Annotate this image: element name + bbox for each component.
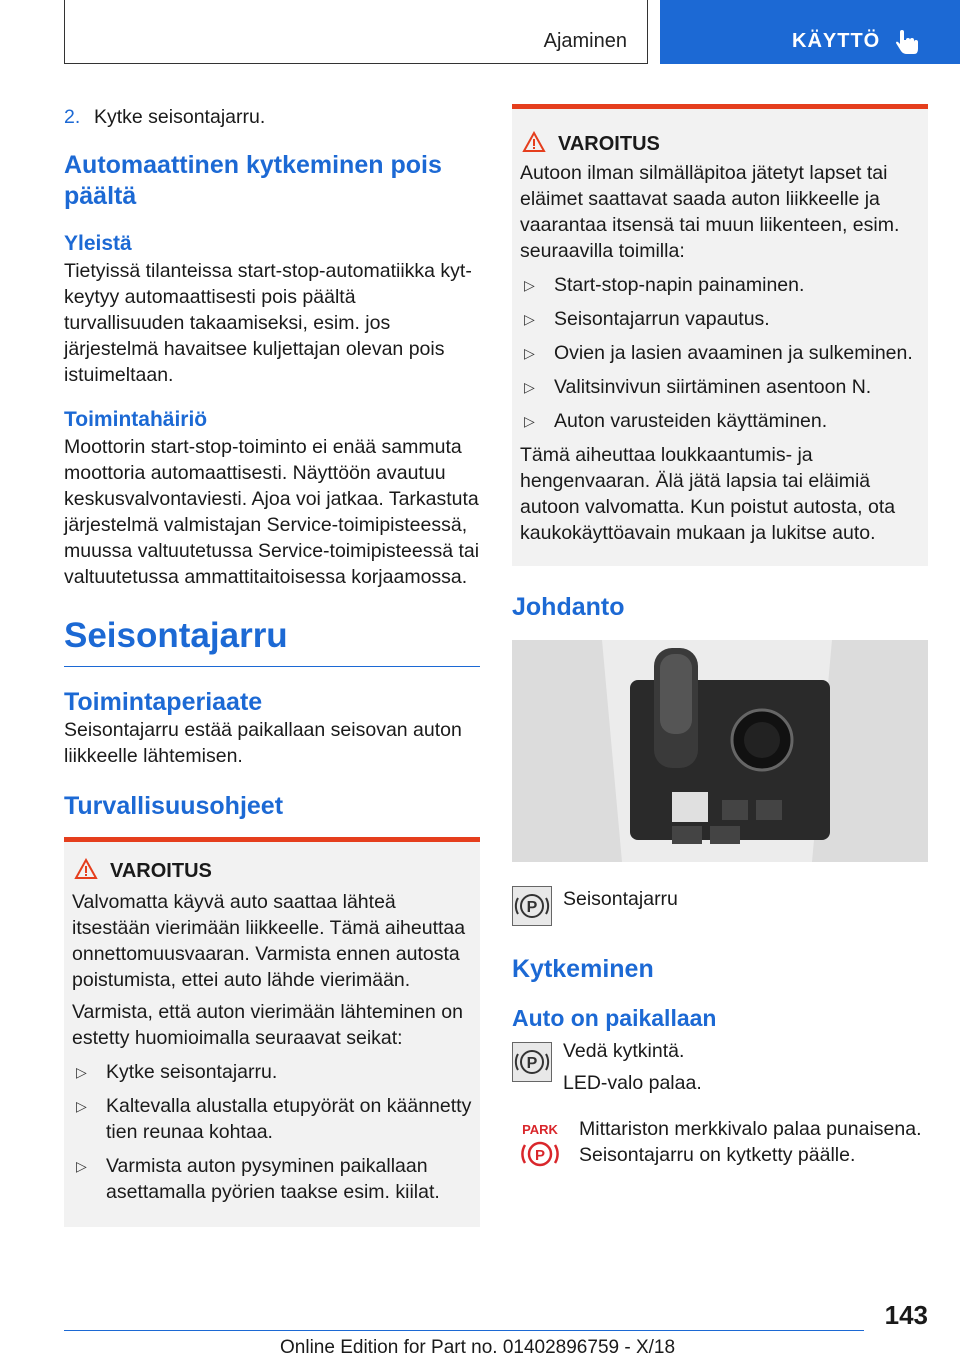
console-illustration [512,640,928,862]
heading-stationary: Auto on paikallaan [512,1005,717,1031]
list-item: ▷ Kaltevalla alustalla etupyörät on käännetty tien reunaa kohtaa. [72,1093,472,1145]
step-led-on: LED-valo palaa. [563,1072,702,1094]
warning-box-right [512,104,928,566]
engage-step-row [512,1038,928,1096]
heading-auto-off: Automaattinen kytkeminen pois päältä [64,151,442,210]
warning-title-row [110,860,472,883]
heading-parking-brake: Seisontajarru [64,614,480,667]
warning-triangle-icon [74,858,98,880]
heading-intro: Johdanto [512,593,625,621]
park-indicator-icon [512,1120,568,1176]
warning-title-row [558,133,920,156]
parking-brake-symbol-icon [512,886,552,926]
caption-row [512,886,928,926]
heading-principle: Toimintaperiaate [64,688,263,716]
list-item: ▷ Varmista auton pysyminen paikallaan asettamalla pyörien taakse esim. kiilat. [72,1153,472,1205]
paragraph-general: Tietyissä tilanteissa start-stop-automatiikka kytkeytyy automaattisesti pois päältä turvallisuuden takaamiseksi, esim. jos järjestelmä havaitsee kuljettajan olevan pois istuimeltaan. [64,260,472,386]
page-number: 143 [884,1300,928,1330]
header-chapter-title: KÄYTTÖ [792,30,881,52]
list-item: ▷ Ovien ja lasien avaaminen ja sulkeminen. [520,340,920,366]
photo-caption: Seisontajarru [563,888,678,910]
heading-engage: Kytkeminen [512,955,654,983]
step-pull-switch: Vedä kytkintä. [563,1040,685,1062]
step-text: Kytke seisontajarru. [94,106,266,128]
header-section-title: Ajaminen [543,30,627,52]
warning-title: VAROITUS [110,860,212,882]
list-item: ▷ Auton varusteiden käyttäminen. [520,408,920,434]
warning-list [520,272,920,434]
heading-safety: Turvallisuusohjeet [64,792,284,820]
heading-fault: Toimintahäiriö [64,408,208,431]
right-column [512,104,928,1176]
header-section-box [64,0,648,64]
warning-list [72,1059,472,1205]
warning-paragraph-1: Autoon ilman silmälläpitoa jätetyt lapset tai eläimet saattavat saada auton liikkeelle ja vaarantaa itsensä tai muun liikenteen, esim. seuraavilla toimilla: [520,162,900,262]
warning-paragraph-2: Varmista, että auton vierimään lähteminen on estetty huomioimalla seuraavat seikat: [72,1001,463,1049]
indicator-row [512,1116,928,1176]
warning-box-left [64,837,480,1227]
step-item [64,104,480,130]
list-item: ▷ Start-stop-napin painaminen. [520,272,920,298]
console-photo [512,640,928,862]
step-number: 2. [64,106,81,128]
svg-text:P: P [526,1055,538,1072]
svg-text:P: P [526,899,538,916]
parking-brake-switch-icon [512,1042,552,1082]
left-column [64,104,480,1227]
paragraph-fault: Moottorin start-stop-toiminto ei enää sammuta moottoria automaattisesti. Näyttöön avautuu keskusvalvontaviesti. Ajoa voi jatkaa. Tarkastuta järjestelmä valmistajan Service-toimipisteessä, muussa valtuutetussa Service-toimipisteessä tai valtuutetussa ammattitaitoisessa korjaamossa. [64,436,480,588]
list-item: ▷ Seisontajarrun vapautus. [520,306,920,332]
paragraph-indicator: Mittariston merkkivalo palaa punaisena. Seisontajarru on kytketty päälle. [579,1118,922,1166]
list-item: ▷ Valitsinvivun siirtäminen asentoon N. [520,374,920,400]
header-chapter-tab[interactable] [660,0,960,64]
list-item: ▷ Kytke seisontajarru. [72,1059,472,1085]
footer-divider [64,1330,864,1331]
park-indicator-label: PARK [522,1122,558,1137]
warning-triangle-icon [522,131,546,153]
pointing-hand-icon [894,28,922,56]
warning-title: VAROITUS [558,133,660,155]
footer-edition: Online Edition for Part no. 01402896759 - X/18 [280,1337,676,1358]
heading-general: Yleistä [64,232,132,255]
warning-paragraph-1: Valvomatta käyvä auto saattaa lähteä itsestään vierimään liikkeelle. Tämä aiheuttaa onnettomuusvaaran. Varmista ennen autosta poistumista, ettei auto lähde vierimään. [72,891,466,991]
paragraph-principle: Seisontajarru estää paikallaan seisovan auton liikkeelle lähtemisen. [64,719,462,767]
svg-text:P: P [534,1147,546,1164]
warning-paragraph-2: Tämä aiheuttaa loukkaantumis- ja hengenvaaran. Älä jätä lapsia tai eläimiä autoon valvomatta. Kun poistut autosta, ota kaukokäyttöavain mukaan ja lukitse auto. [520,444,896,544]
